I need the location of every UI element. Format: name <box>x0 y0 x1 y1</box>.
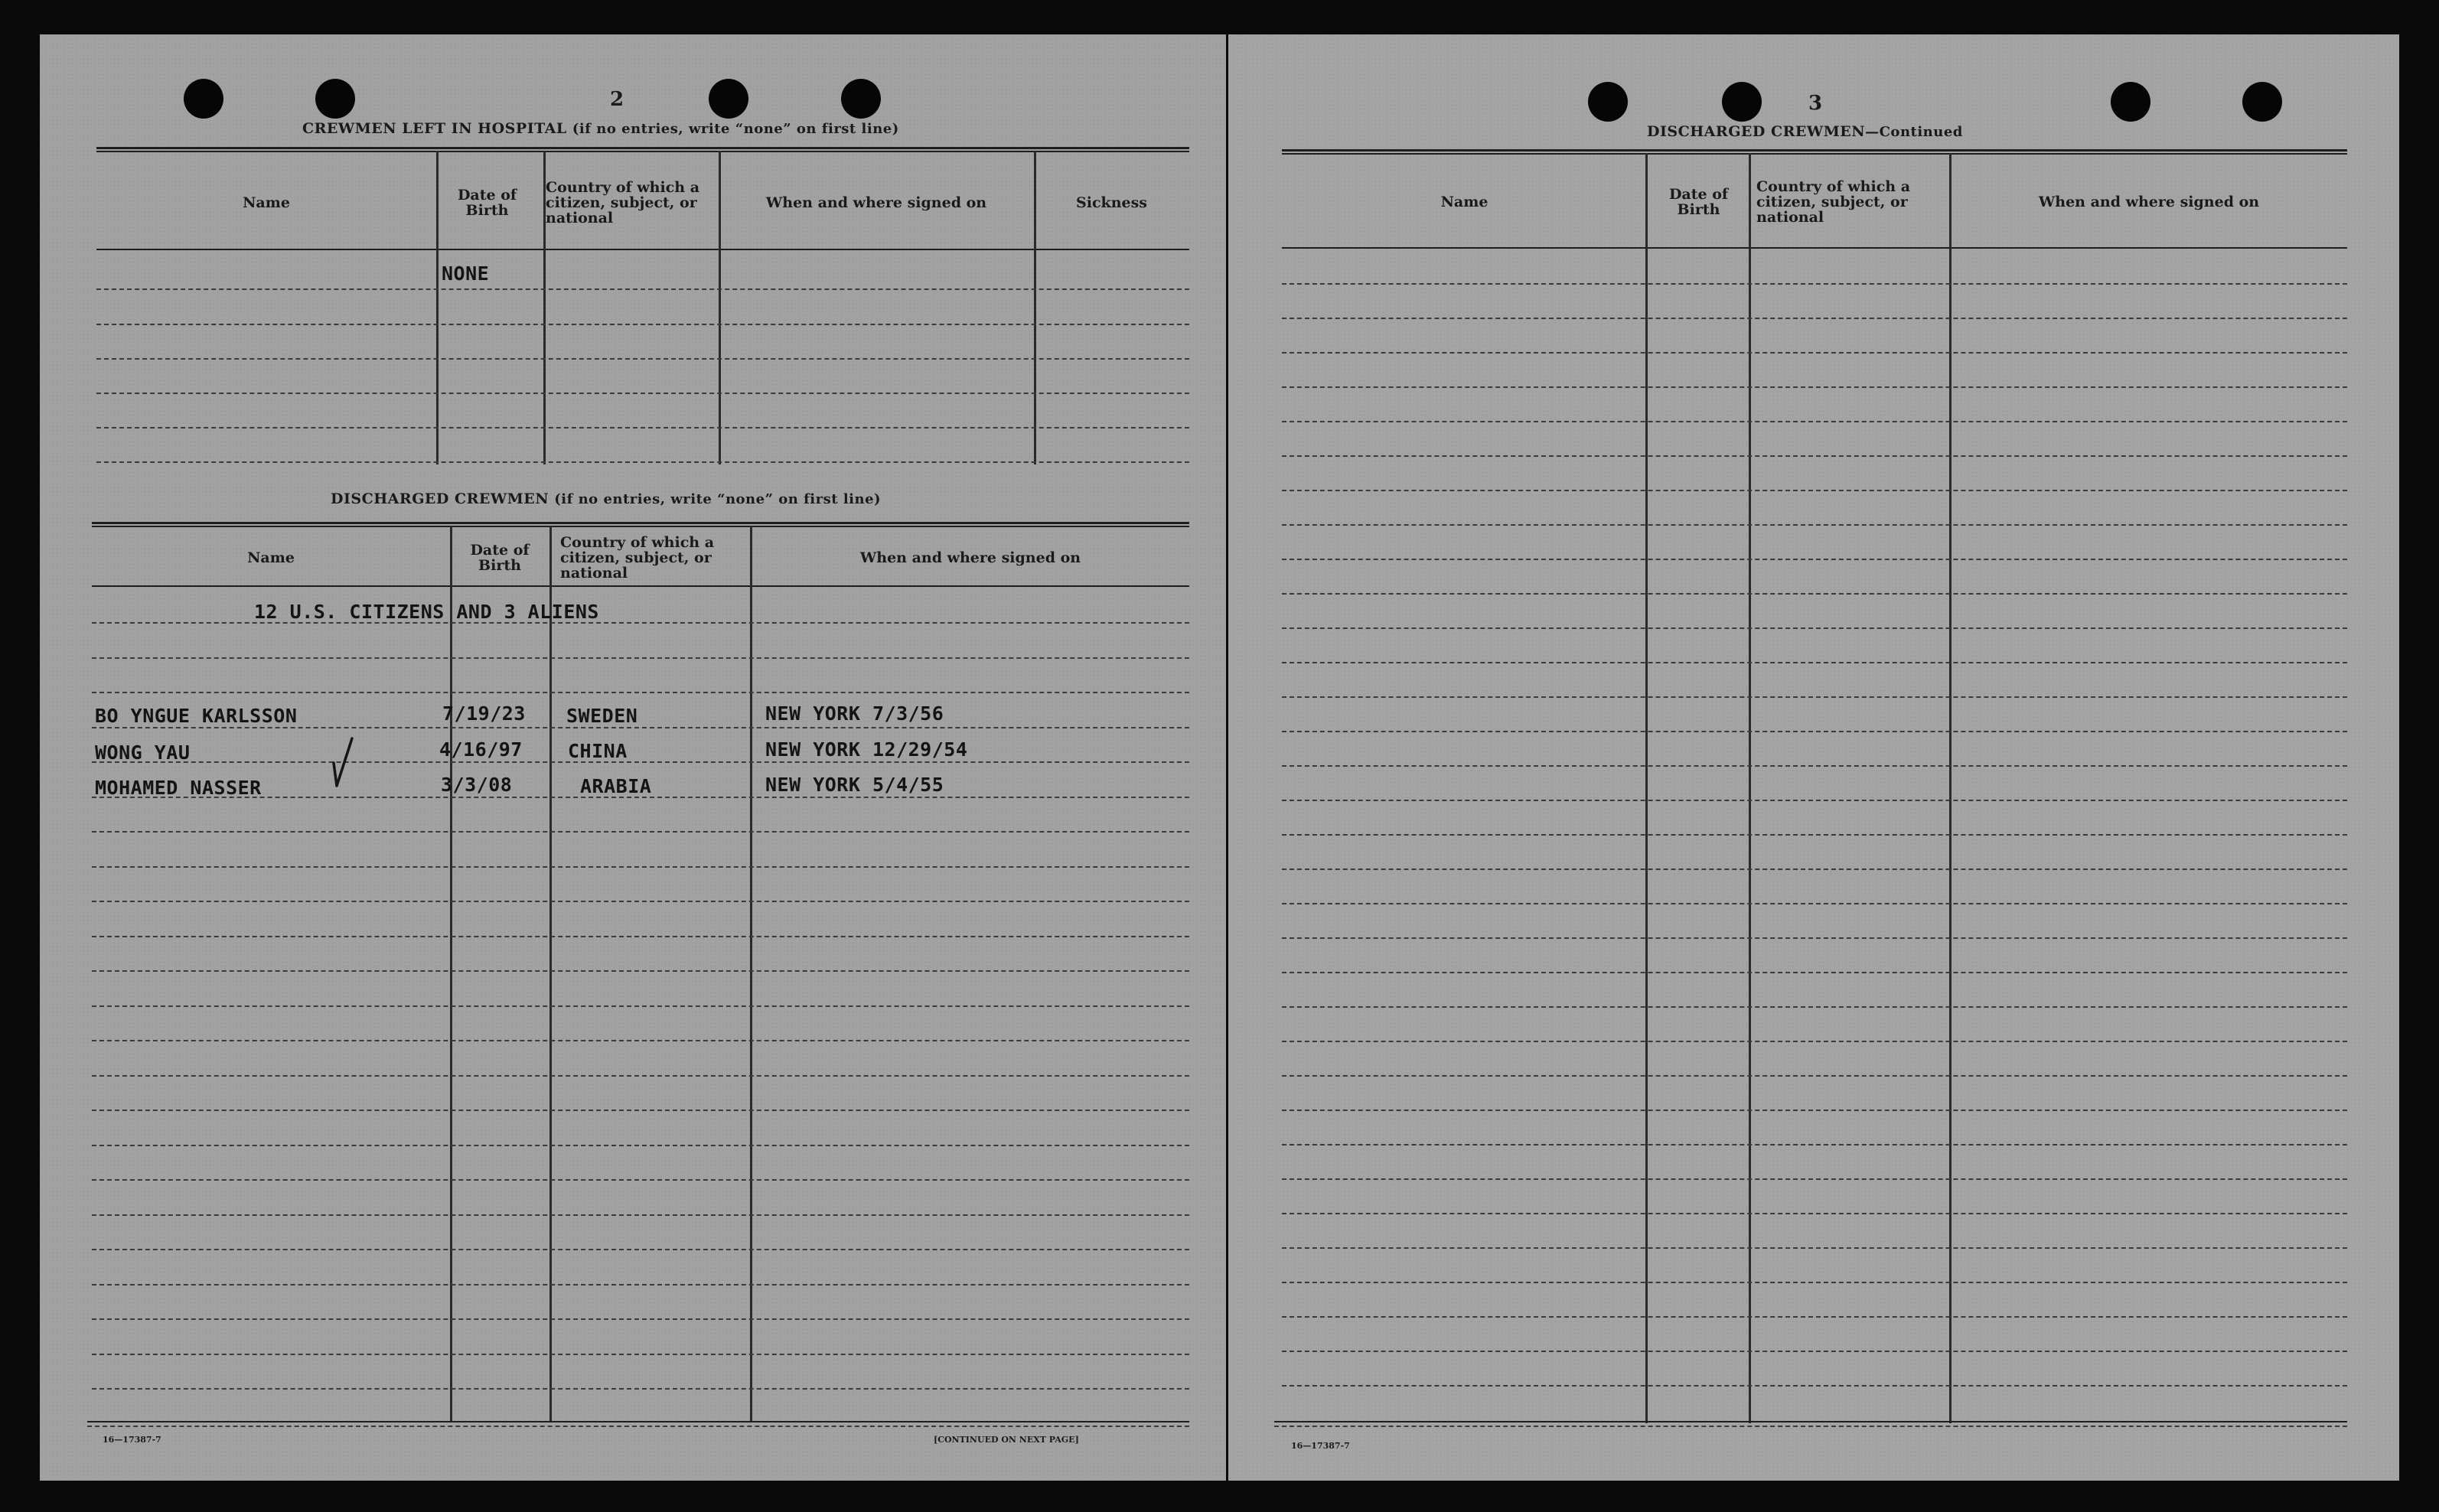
column-header-name: Name <box>1440 194 1489 210</box>
ruled-line <box>1282 455 2347 457</box>
title-suffix: —Continued <box>1865 124 1963 140</box>
column-divider <box>549 526 552 1421</box>
crewman-country: SWEDEN <box>566 705 638 727</box>
ruled-line <box>1282 421 2347 422</box>
crewman-dob: 3/3/08 <box>441 774 513 796</box>
form-number: 16—17387-7 <box>103 1435 161 1445</box>
column-divider <box>719 151 721 464</box>
ruled-line <box>96 288 1189 290</box>
ruled-line <box>1282 903 2347 904</box>
column-divider <box>450 526 452 1421</box>
punch-hole <box>709 79 748 119</box>
column-divider <box>1749 153 1751 1423</box>
ruled-line <box>92 970 1189 972</box>
ruled-line <box>1282 1316 2347 1318</box>
punch-hole <box>1722 82 1762 122</box>
crewman-signed-on: NEW YORK 5/4/55 <box>765 774 944 796</box>
ruled-line <box>1282 627 2347 629</box>
header-bottom-rule <box>96 249 1189 250</box>
crewman-name: BO YNGUE KARLSSON <box>95 705 298 727</box>
discharged-title-text: DISCHARGED CREWMEN <box>331 490 549 507</box>
page-number: 2 <box>610 88 624 111</box>
column-divider <box>750 526 752 1421</box>
discharged-continued-title <box>1647 123 1963 140</box>
column-divider <box>1645 153 1648 1423</box>
column-header-name: Name <box>247 549 295 566</box>
punch-hole <box>841 79 881 119</box>
punch-hole <box>184 79 223 119</box>
column-header-signed-on: When and where signed on <box>859 549 1081 566</box>
ruled-line <box>1282 1075 2347 1077</box>
punch-hole <box>2111 82 2150 122</box>
ruled-line <box>1282 972 2347 973</box>
crewman-country: CHINA <box>568 740 628 762</box>
ruled-line <box>92 1075 1189 1077</box>
column-header-country: Country of which a citizen, subject, or national <box>560 534 715 582</box>
ruled-line <box>1274 1426 2347 1427</box>
ruled-line <box>92 1005 1189 1007</box>
ruled-line <box>92 1388 1189 1390</box>
ruled-line <box>1282 318 2347 319</box>
column-header-date-of-birth: Date of Birth <box>470 542 530 574</box>
ruled-line <box>92 831 1189 833</box>
ruled-line <box>92 936 1189 937</box>
ruled-line <box>1282 731 2347 732</box>
table-top-rule <box>96 151 1189 152</box>
crewman-name: WONG YAU <box>95 741 191 764</box>
crewman-signed-on: NEW YORK 7/3/56 <box>765 702 944 725</box>
form-number: 16—17387-7 <box>1291 1441 1350 1451</box>
ruled-line <box>1282 1213 2347 1214</box>
ruled-line <box>92 1318 1189 1320</box>
hospital-title-note: (if no entries, write “none” on first line) <box>572 121 899 137</box>
ruled-line <box>92 1354 1189 1355</box>
crewman-dob: 7/19/23 <box>442 702 526 725</box>
left-page <box>40 34 1226 1481</box>
ruled-line <box>92 1214 1189 1216</box>
ruled-line <box>92 1249 1189 1250</box>
discharged-title-note: (if no entries, write “none” on first line) <box>554 491 882 507</box>
table-top-rule <box>92 522 1189 524</box>
table-top-rule <box>92 526 1189 527</box>
page-number: 3 <box>1808 92 1823 115</box>
ruled-line <box>92 866 1189 868</box>
hospital-title-text: CREWMEN LEFT IN HOSPITAL <box>302 120 567 137</box>
title-text: DISCHARGED CREWMEN <box>1647 123 1866 140</box>
handwritten-checkmark <box>329 735 360 789</box>
column-header-date-of-birth: Date of Birth <box>457 187 517 219</box>
crewman-signed-on: NEW YORK 12/29/54 <box>765 738 968 761</box>
column-divider <box>436 151 439 464</box>
hospital-section-title <box>302 120 899 137</box>
column-header-signed-on: When and where signed on <box>2038 194 2260 210</box>
ruled-line <box>1282 490 2347 491</box>
table-bottom-rule <box>1274 1421 2347 1422</box>
ruled-line <box>96 427 1189 429</box>
hospital-entry-none: NONE <box>442 262 490 285</box>
ruled-line <box>1282 765 2347 767</box>
ruled-line <box>92 692 1189 693</box>
ruled-line <box>1282 386 2347 388</box>
column-divider <box>1949 153 1952 1423</box>
header-bottom-rule <box>92 585 1189 587</box>
ruled-line <box>92 901 1189 902</box>
ruled-line <box>1282 1110 2347 1111</box>
ruled-line <box>1282 937 2347 939</box>
ruled-line <box>1282 559 2347 560</box>
ruled-line <box>1282 524 2347 526</box>
table-bottom-rule <box>87 1421 1189 1422</box>
ruled-line <box>92 657 1189 659</box>
ruled-line <box>1282 1041 2347 1042</box>
ruled-line <box>1282 662 2347 663</box>
punch-hole <box>1588 82 1628 122</box>
crewman-name: MOHAMED NASSER <box>95 777 262 799</box>
ruled-line <box>92 1284 1189 1286</box>
ruled-line <box>1282 1178 2347 1180</box>
ruled-line <box>1282 593 2347 595</box>
ruled-line <box>87 1426 1189 1427</box>
ruled-line <box>92 761 1189 763</box>
ruled-line <box>1282 1144 2347 1145</box>
right-page <box>1228 34 2399 1481</box>
ruled-line <box>96 393 1189 394</box>
ruled-line <box>1282 352 2347 354</box>
ruled-line <box>1282 834 2347 836</box>
column-header-sickness: Sickness <box>1076 194 1147 211</box>
ruled-line <box>1282 696 2347 698</box>
ruled-line <box>92 1040 1189 1041</box>
summary-entry: 12 U.S. CITIZENS AND 3 ALIENS <box>254 601 599 623</box>
continued-note: [CONTINUED ON NEXT PAGE] <box>934 1435 1079 1445</box>
ruled-line <box>96 358 1189 360</box>
column-header-name: Name <box>243 194 290 211</box>
ruled-line <box>1282 1282 2347 1283</box>
table-top-rule <box>96 147 1189 149</box>
ruled-line <box>92 727 1189 728</box>
ruled-line <box>1282 1351 2347 1352</box>
table-top-rule <box>1282 153 2347 155</box>
column-divider <box>543 151 546 464</box>
ruled-line <box>1282 868 2347 870</box>
ruled-line <box>92 1110 1189 1111</box>
ruled-line <box>1282 800 2347 801</box>
ruled-line <box>1282 283 2347 285</box>
ruled-line <box>1282 1247 2347 1249</box>
column-header-country: Country of which a citizen, subject, or national <box>546 179 700 226</box>
discharged-section-title <box>331 490 881 507</box>
ruled-line <box>1282 1006 2347 1008</box>
punch-hole <box>2242 82 2282 122</box>
table-top-rule <box>1282 149 2347 152</box>
ruled-line <box>96 461 1189 463</box>
ruled-line <box>92 1145 1189 1146</box>
column-divider <box>1034 151 1036 464</box>
column-header-country: Country of which a citizen, subject, or national <box>1756 178 1911 226</box>
column-header-date-of-birth: Date of Birth <box>1668 186 1729 218</box>
ruled-line <box>92 1179 1189 1181</box>
header-bottom-rule <box>1282 247 2347 249</box>
crewman-dob: 4/16/97 <box>439 738 523 761</box>
ruled-line <box>96 324 1189 325</box>
crewman-country: ARABIA <box>580 775 652 797</box>
column-header-signed-on: When and where signed on <box>765 194 987 211</box>
ruled-line <box>1282 1385 2347 1387</box>
punch-hole <box>315 79 355 119</box>
